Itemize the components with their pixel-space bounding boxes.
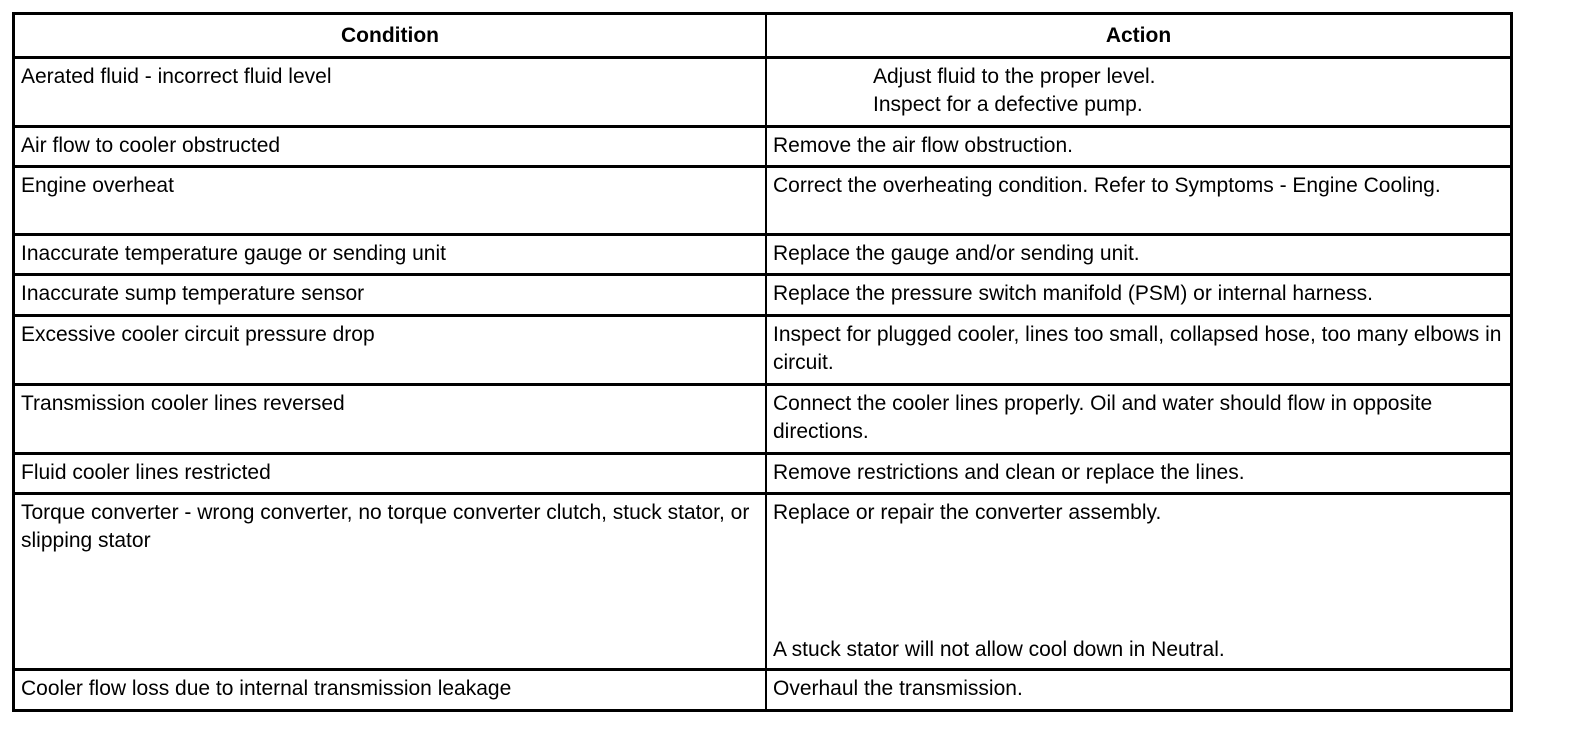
action-line: Adjust fluid to the proper level. [873, 65, 1156, 88]
action-cell: Replace the gauge and/or sending unit. [767, 236, 1510, 276]
action-cell: Inspect for plugged cooler, lines too small, collapsed hose, too many elbows in circuit. [767, 317, 1510, 386]
action-note: A stuck stator will not allow cool down in Neutral. [773, 637, 1225, 661]
table-row [15, 455, 1510, 495]
condition-cell: Cooler flow loss due to internal transmission leakage [15, 671, 767, 709]
table-row [15, 168, 1510, 236]
action-text: Replace or repair the converter assembly. [773, 500, 1162, 524]
diagnostic-table-frame [12, 12, 1513, 712]
table-row [15, 59, 1510, 128]
condition-cell: Fluid cooler lines restricted [15, 455, 767, 495]
condition-cell: Inaccurate temperature gauge or sending unit [15, 236, 767, 276]
table-row [15, 671, 1510, 709]
action-cell: Overhaul the transmission. [773, 676, 1023, 700]
action-cell [767, 59, 1510, 128]
condition-cell: Inaccurate sump temperature sensor [15, 276, 767, 316]
table-row [15, 128, 1510, 168]
condition-cell: Excessive cooler circuit pressure drop [15, 317, 767, 386]
table-row [15, 495, 1510, 671]
action-cell: Remove restrictions and clean or replace the lines. [767, 455, 1510, 495]
table-row [15, 386, 1510, 455]
action-cell: Replace the pressure switch manifold (PSM) or internal harness. [767, 276, 1510, 316]
diagnostic-table [15, 15, 1510, 709]
header-condition: Condition [15, 15, 767, 59]
table-row [15, 236, 1510, 276]
condition-cell: Engine overheat [15, 168, 767, 236]
action-cell: Correct the overheating condition. Refer to Symptoms - Engine Cooling. [767, 168, 1510, 236]
condition-cell: Air flow to cooler obstructed [15, 128, 767, 168]
action-cell: Remove the air flow obstruction. [767, 128, 1510, 168]
action-cell: Connect the cooler lines properly. Oil and water should flow in opposite directions. [767, 386, 1510, 455]
condition-cell: Torque converter - wrong converter, no torque converter clutch, stuck stator, or slipping stator [15, 495, 767, 671]
condition-cell: Aerated fluid - incorrect fluid level [15, 59, 767, 128]
table-header-row [15, 15, 1510, 59]
action-line: Inspect for a defective pump. [873, 93, 1143, 116]
table-row [15, 276, 1510, 316]
action-cell [767, 495, 1510, 671]
table-row [15, 317, 1510, 386]
header-action: Action [767, 15, 1510, 59]
condition-cell: Transmission cooler lines reversed [15, 386, 767, 455]
